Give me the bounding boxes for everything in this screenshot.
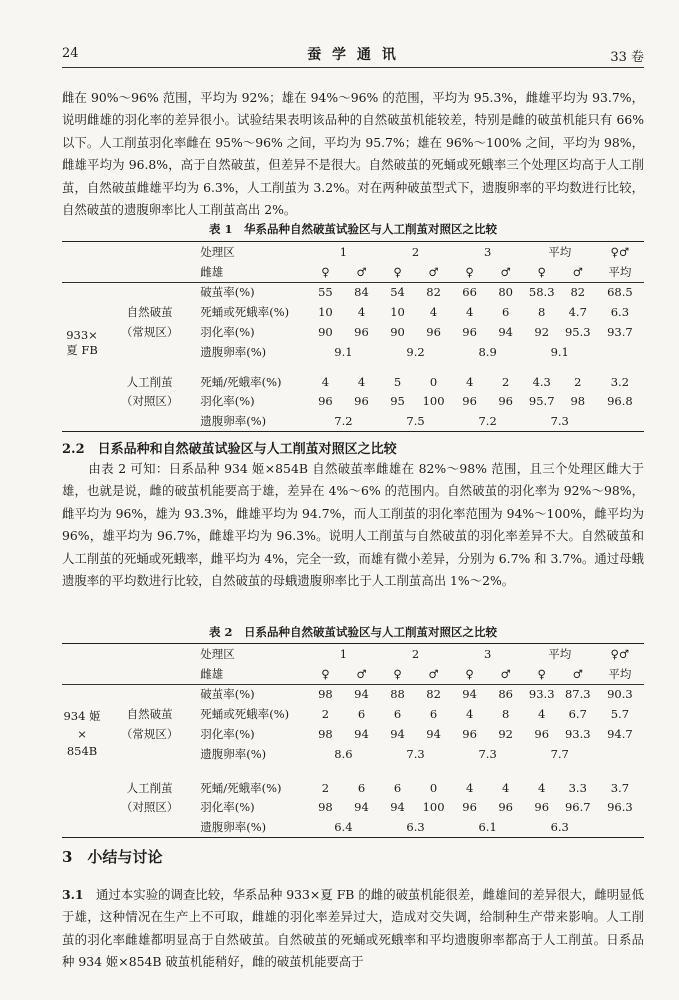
section-2-2-heading: 2.2 日系品种和自然破茧试验区与人工削茧对照区之比较 [62, 442, 397, 457]
t2-group1-name: 自然破茧 [126, 707, 173, 722]
t1-head-3: 3 [452, 242, 524, 262]
t2-cell: 96 [534, 727, 550, 742]
t2-variety-2: 854B [66, 743, 98, 758]
t2-row-label: 遗腹卵率(%) [200, 746, 267, 761]
t1-head-avg: 平均 [524, 242, 596, 262]
t2-cell: 0 [429, 780, 438, 795]
t1-cell: 7.2 [452, 411, 524, 431]
t2-cell: 96 [534, 800, 550, 815]
t1-cell: 7.3 [524, 411, 596, 431]
t2-sex-f: ♀ [465, 666, 474, 681]
t1-cell: 82 [560, 282, 596, 302]
t2-sex-f: ♀ [537, 666, 546, 681]
t2-cell: 4 [465, 780, 474, 795]
table2 [62, 643, 644, 838]
t1-sex-m: ♂ [428, 264, 439, 279]
t2-row-label: 羽化率(%) [200, 727, 255, 742]
table2-caption: 表 2 日系品种自然破茧试验区与人工削茧对照区之比较 [208, 625, 497, 639]
t1-cell: 66 [452, 282, 488, 302]
t1-cell: 8.9 [478, 344, 497, 359]
paragraph-3-text: 通过本实验的调查比较，华系品种 933×夏 FB 的雌的破茧机能很差，雌雄间的差异很大，雌明显低于雄，这种情况在生产上不可取，雌雄的羽化率差异过大，造成对交失调，给制种生产带来影响。人工削茧的羽化率雌雄都明显高于自然破茧。自然破茧的死蛹或死蛾率和平均遗腹卵率都高于人工削茧。日系品种 934 姬×854B 破茧机能稍好，雌的破茧机能要高于 [62, 887, 644, 970]
t1-variety: 933× [66, 327, 98, 342]
section-3-1-number: 3.1 [62, 887, 84, 902]
t1-cell: 90 [390, 325, 405, 340]
t2-cell: 94 [390, 727, 405, 742]
t1-row-label: 羽化率(%) [200, 325, 255, 340]
t1-head-1: 1 [307, 242, 379, 262]
t2-cell: 4 [538, 780, 546, 795]
t2-sex-m: ♂ [572, 666, 583, 681]
t1-row-label: 死蛹/死蛾率(%) [200, 374, 282, 389]
t2-cell: 4 [465, 707, 474, 722]
t2-cell: 6 [429, 707, 438, 722]
t2-cell: 96 [498, 800, 513, 815]
t1-cell: 55 [307, 282, 343, 302]
t2-variety-cross: × [77, 727, 87, 742]
t1-cell: 96 [498, 394, 513, 409]
t1-cell: 10 [390, 305, 405, 320]
t1-head-2: 2 [380, 242, 452, 262]
t2-cell: 90.3 [596, 684, 644, 704]
t2-cell: 96 [462, 727, 477, 742]
t1-cell: 58.3 [524, 282, 560, 302]
t1-variety-2: 夏 FB [66, 342, 98, 357]
t2-cell: 87.3 [560, 684, 596, 704]
t2-cell: 82 [416, 684, 452, 704]
t2-cell: 6.7 [568, 707, 587, 722]
section-3-heading: 3 小结与讨论 [62, 848, 163, 866]
t1-head-total: ♀♂ [596, 242, 644, 262]
t1-cell: 82 [416, 282, 452, 302]
t2-cell: 4 [538, 707, 546, 722]
t2-cell: 3.3 [568, 780, 587, 795]
t2-cell: 7.3 [478, 746, 497, 761]
t1-group2-note: （对照区） [120, 394, 179, 409]
t2-group2-note: （对照区） [120, 800, 179, 815]
t2-cell: 100 [422, 800, 445, 815]
t2-head-sex: 雌雄 [200, 666, 224, 681]
t1-cell: 68.5 [596, 282, 644, 302]
t2-sex-f: ♀ [321, 666, 330, 681]
t1-cell: 4 [357, 374, 366, 389]
t2-row-label: 死蛹/死蛾率(%) [200, 780, 282, 795]
t2-head-2: 2 [380, 644, 452, 664]
t2-cell: 94 [426, 727, 441, 742]
t1-cell: 5 [393, 374, 402, 389]
t2-cell: 94 [354, 800, 369, 815]
t1-cell: 92 [534, 325, 550, 340]
t1-cell: 4 [321, 374, 330, 389]
t2-head-3: 3 [452, 644, 524, 664]
t2-cell: 96 [462, 800, 477, 815]
t2-cell: 94 [390, 800, 405, 815]
t1-sex-f: ♀ [393, 264, 402, 279]
t2-cell: 8 [502, 707, 510, 722]
t2-head-treatment: 处理区 [197, 644, 307, 664]
t2-cell: 93.3 [524, 684, 560, 704]
table1 [62, 241, 644, 432]
t1-sex-f: ♀ [465, 264, 474, 279]
t2-cell: 98 [307, 684, 343, 704]
t1-cell: 7.5 [380, 411, 452, 431]
t1-cell: 80 [488, 282, 524, 302]
t1-cell: 8 [538, 305, 546, 320]
t2-cell: 6.3 [380, 817, 452, 837]
t1-cell: 96 [318, 394, 333, 409]
t1-sex-f: ♀ [537, 264, 546, 279]
t2-cell: 4 [502, 780, 510, 795]
t2-group1-note: （常规区） [120, 727, 179, 742]
t1-cell: 0 [429, 374, 438, 389]
t2-cell: 98 [318, 800, 333, 815]
t2-cell: 7.3 [406, 746, 425, 761]
t2-cell: 96.7 [564, 800, 591, 815]
t1-cell: 4.3 [532, 374, 551, 389]
table1-caption: 表 1 华系品种自然破茧试验区与人工削茧对照区之比较 [208, 222, 497, 236]
t1-row-label: 羽化率(%) [200, 394, 255, 409]
t1-cell: 96 [462, 325, 477, 340]
t1-head-total-avg: 平均 [608, 264, 632, 279]
t1-cell: 2 [502, 374, 510, 389]
t2-cell: 94 [354, 727, 369, 742]
t2-cell: 86 [488, 684, 524, 704]
t2-row-label: 破茧率(%) [197, 684, 307, 704]
t1-sex-m: ♂ [572, 264, 583, 279]
volume-number: 33 卷 [610, 50, 644, 65]
t1-cell: 95 [390, 394, 405, 409]
t2-head-1: 1 [307, 644, 379, 664]
t2-cell: 94 [452, 684, 488, 704]
t1-row-label: 遗腹卵率(%) [197, 411, 307, 431]
t2-cell: 98 [318, 727, 333, 742]
t1-cell: 90 [318, 325, 333, 340]
t2-cell: 6 [393, 707, 402, 722]
t2-cell: 6 [357, 780, 366, 795]
t2-sex-f: ♀ [393, 666, 402, 681]
t2-cell: 2 [321, 707, 330, 722]
t2-cell: 93.3 [564, 727, 591, 742]
t1-cell: 6.3 [610, 305, 630, 320]
t1-cell: 95.3 [564, 325, 591, 340]
t2-head-avg: 平均 [524, 644, 596, 664]
t2-cell: 2 [321, 780, 330, 795]
t1-row-label: 遗腹卵率(%) [200, 344, 267, 359]
t2-cell: 94.7 [607, 727, 633, 742]
t2-head-total-avg: 平均 [608, 666, 632, 681]
t1-cell: 84 [343, 282, 379, 302]
t1-cell: 98 [570, 394, 586, 409]
t1-cell: 7.2 [307, 411, 379, 431]
t1-cell: 4 [429, 305, 438, 320]
t2-group2-name: 人工削茧 [126, 780, 173, 795]
t1-cell: 3.2 [610, 374, 630, 389]
t1-cell: 54 [380, 282, 416, 302]
t1-cell: 96 [426, 325, 441, 340]
t1-cell: 96 [354, 394, 369, 409]
paragraph-3 [62, 884, 644, 974]
t2-cell: 5.7 [610, 707, 630, 722]
t1-row-label: 破茧率(%) [197, 282, 307, 302]
t1-cell: 96 [354, 325, 369, 340]
t1-cell: 100 [422, 394, 445, 409]
t1-cell: 6 [502, 305, 510, 320]
t2-sex-m: ♂ [500, 666, 511, 681]
t2-row-label: 羽化率(%) [200, 800, 255, 815]
t1-sex-f: ♀ [321, 264, 330, 279]
t1-cell: 4 [465, 305, 474, 320]
t2-cell: 6.3 [524, 817, 596, 837]
t2-cell: 6.4 [307, 817, 379, 837]
t2-cell: 96.3 [607, 800, 633, 815]
t2-cell: 7.7 [550, 746, 569, 761]
t1-cell: 9.1 [550, 344, 569, 359]
t1-sex-m: ♂ [500, 264, 511, 279]
header-rule [62, 67, 644, 68]
t1-cell: 4 [357, 305, 366, 320]
paragraph-2-text: 由表 2 可知：日系品种 934 姬×854B 自然破茧率雌雄在 82%～98% 范围，且三个处理区雌大于雄，也就是说，雌的破茧机能要高于雄，差异在 4%～6% 的范围内。自然破茧的羽化率为 92%～98%，雌平均为 96%，雄为 93.3%，雌雄平均为 94.7%，而人工削茧的羽化率范围为 94%～100%，雌平均为 96%，雄平均为 96.7%，雌雄平均为 96.3%。说明人工削茧与自然破茧的羽化率差异不大。自然破茧和人工削茧的死蛹或死蛾率，雌平均为 4%，完全一致，而雄有微小差异，分别为 6.7% 和 3.7%。通过母蛾遗腹率的平均数进行比较，自然破茧的母蛾遗腹卵率比于人工削茧高出 1%～2%。 [62, 461, 644, 589]
t2-sex-m: ♂ [356, 666, 367, 681]
t1-cell: 93.7 [607, 325, 633, 340]
t1-head-sex: 雌雄 [200, 264, 224, 279]
t1-cell: 96 [462, 394, 477, 409]
t1-group1-name: 自然破茧 [126, 305, 173, 320]
running-header [62, 44, 644, 66]
paragraph-1: 雌在 90%～96% 范围，平均为 92%；雄在 94%～96% 的范围，平均为 95.3%，雌雄平均为 93.7%，说明雌雄的羽化率的差异很小。试验结果表明该品种的自然破茧机能较差，特别是雌的破茧机能只有 66% 以下。人工削茧羽化率雌在 95%～96% 之间，平均为 95.7%；雄在 96%～100% 之间，平均为 98%，雌雄平均为 96.8%，高于自然破茧，但差异不是很大。自然破茧的死蛹或死蛾率三个处理区均高于人工削茧，自然破茧雌雄平均为 6.3%，人工削茧为 3.2%。对在两种破茧型式下，遗腹卵率的平均数进行比较，自然破茧的遗腹卵率比人工削茧高出 2%。 [62, 90, 644, 218]
t2-cell: 88 [380, 684, 416, 704]
t1-cell: 94 [498, 325, 513, 340]
t1-cell: 2 [574, 374, 582, 389]
page-number: 24 [62, 46, 79, 61]
journal-title: 蚕 学 通 讯 [307, 47, 399, 63]
t1-cell: 9.1 [334, 344, 353, 359]
t2-variety: 934 姬 [63, 709, 101, 724]
t1-cell: 4 [465, 374, 474, 389]
t2-row-label: 死蛹或死蛾率(%) [200, 707, 290, 722]
t2-cell: 8.6 [334, 746, 353, 761]
t1-cell: 4.7 [568, 305, 587, 320]
paragraph-2 [62, 458, 644, 592]
t2-cell: 6 [393, 780, 402, 795]
t1-sex-m: ♂ [356, 264, 367, 279]
t2-head-total: ♀♂ [596, 644, 644, 664]
t1-cell: 9.2 [406, 344, 425, 359]
t2-row-label: 遗腹卵率(%) [197, 817, 307, 837]
t2-cell: 3.7 [610, 780, 630, 795]
t1-group1-note: （常规区） [120, 325, 179, 340]
t1-cell: 95.7 [528, 394, 555, 409]
t1-cell: 96.8 [607, 394, 633, 409]
t2-cell: 92 [498, 727, 513, 742]
t2-cell: 6.1 [452, 817, 524, 837]
t2-cell: 94 [343, 684, 379, 704]
t1-group2-name: 人工削茧 [126, 374, 173, 389]
t2-cell: 6 [357, 707, 366, 722]
t2-sex-m: ♂ [428, 666, 439, 681]
t1-row-label: 死蛹或死蛾率(%) [200, 305, 290, 320]
t1-cell: 10 [318, 305, 333, 320]
t1-head-treatment: 处理区 [197, 242, 307, 262]
